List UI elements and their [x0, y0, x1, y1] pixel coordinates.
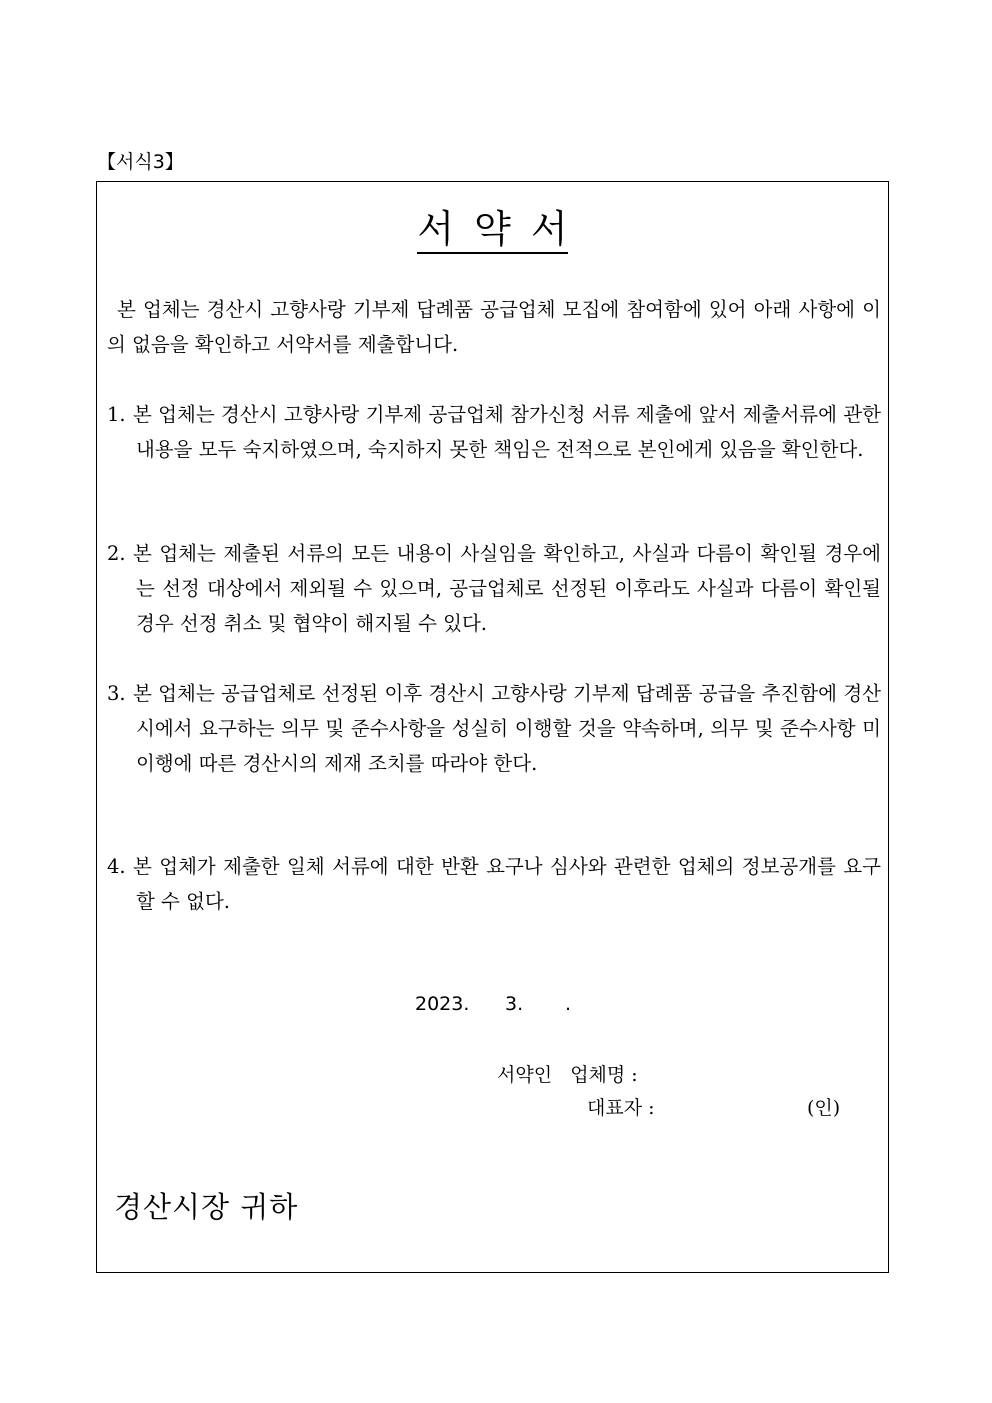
date-year: 2023.: [415, 993, 470, 1015]
item-number: 3.: [107, 682, 126, 705]
date-month: 3.: [505, 993, 524, 1015]
item-text: 본 업체는 경산시 고향사랑 기부제 공급업체 참가신청 서류 제출에 앞서 제출서류에 관한 내용을 모두 숙지하였으며, 숙지하지 못한 책임은 전적으로 본인에게 있음을 확인한다.: [133, 403, 881, 461]
signer-company-row: [497, 1060, 638, 1090]
document-title: [97, 204, 888, 254]
item-number: 2.: [107, 542, 126, 565]
item-number: 1.: [107, 403, 126, 426]
item-text: 본 업체가 제출한 일체 서류에 대한 반환 요구나 심사와 관련한 업체의 정보공개를 요구할 수 없다.: [133, 855, 881, 913]
date-day: .: [565, 993, 572, 1015]
pledge-item-2: [107, 536, 881, 641]
pledge-document: [96, 181, 889, 1273]
item-number: 4.: [107, 855, 126, 878]
pledge-item-1: [107, 397, 881, 467]
item-text: 본 업체는 제출된 서류의 모든 내용이 사실임을 확인하고, 사실과 다름이 확인될 경우에는 선정 대상에서 제외될 수 있으며, 공급업체로 선정된 이후라도 사실과 다름이 확인될 경우 선정 취소 및 협약이 해지될 수 있다.: [133, 542, 881, 635]
document-title-text: 서 약 서: [417, 207, 567, 254]
pledge-item-3: [107, 676, 881, 781]
signer-label: 서약인: [497, 1064, 553, 1086]
date-line: [415, 990, 571, 1018]
pledge-item-4: [107, 849, 881, 919]
item-text: 본 업체는 공급업체로 선정된 이후 경산시 고향사랑 기부제 답례품 공급을 추진함에 경산시에서 요구하는 의무 및 준수사항을 성실히 이행할 것을 약속하며, 의무 및 준수사항 미이행에 따른 경산시의 제재 조치를 따라야 한다.: [133, 682, 881, 775]
intro-paragraph: 본 업체는 경산시 고향사랑 기부제 답례품 공급업체 모집에 참여함에 있어 아래 사항에 이의 없음을 확인하고 서약서를 제출합니다.: [107, 298, 881, 356]
signer-representative-row: [587, 1093, 655, 1123]
addressee: 경산시장 귀하: [114, 1190, 299, 1224]
form-label: 【서식3】: [97, 151, 184, 173]
seal-mark: (인): [807, 1097, 841, 1119]
representative-label: 대표자 :: [587, 1097, 655, 1119]
company-name-label: 업체명 :: [570, 1064, 638, 1086]
